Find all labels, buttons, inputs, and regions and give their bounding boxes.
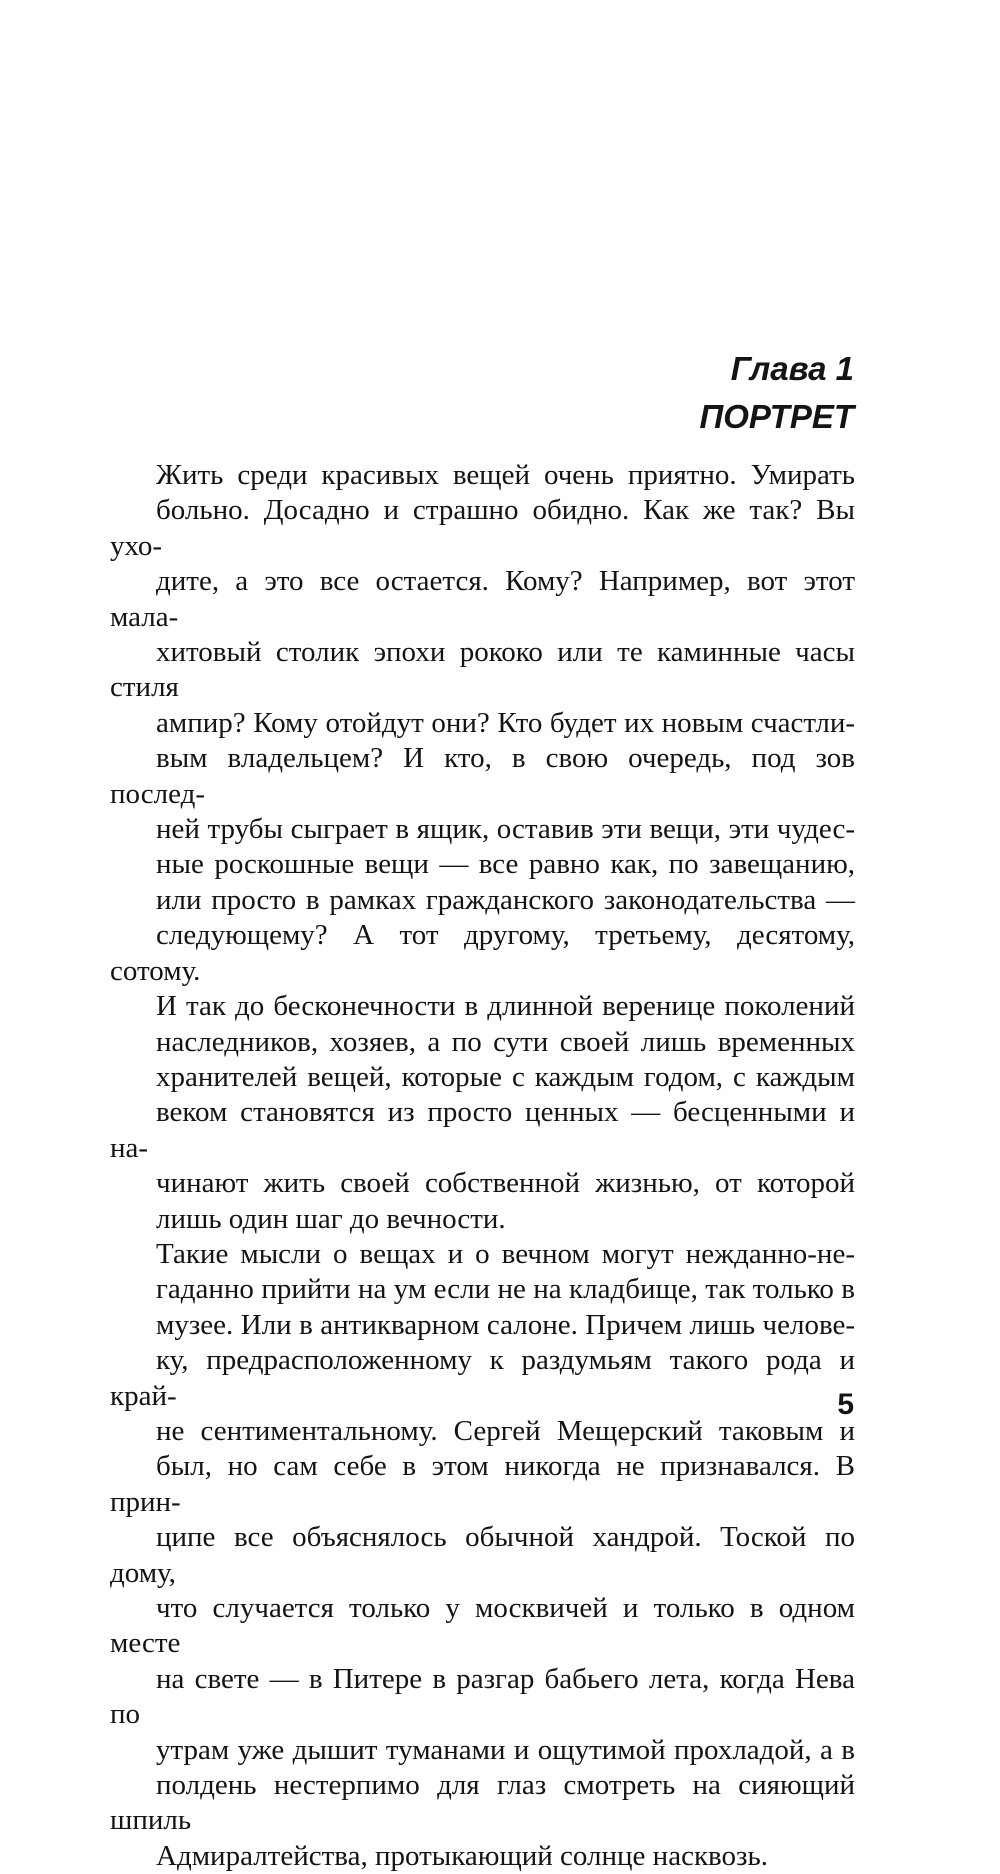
paragraph-2 [110, 1237, 855, 1874]
chapter-number: Глава 1 [730, 350, 854, 387]
text-line: больно. Досадно и страшно обидно. Как же так? Вы ухо- [110, 494, 855, 562]
text-line: полдень нестерпимо для глаз смотреть на сияющий шпиль [110, 1769, 855, 1837]
text-line: ципе все объяснялось обычной хандрой. Тоской по дому, [110, 1521, 855, 1589]
text-line: веком становятся из просто ценных — бесценными и на- [110, 1096, 855, 1164]
text-line: чинают жить своей собственной жизнью, от которой [156, 1167, 855, 1200]
text-line: что случается только у москвичей и только в одном месте [110, 1592, 855, 1660]
text-line: Жить среди красивых вещей очень приятно. Умирать [156, 459, 855, 491]
text-line: вым владельцем? И кто, в свою очередь, под зов послед- [110, 742, 855, 810]
text-line: лишь один шаг до вечности. [156, 1202, 506, 1235]
text-line: хранителей вещей, которые с каждым годом, с каждым [156, 1060, 855, 1093]
text-line: был, но сам себе в этом никогда не признавался. В прин- [110, 1450, 855, 1518]
page-number: 5 [837, 1388, 854, 1421]
text-line: Адмиралтейства, протыкающий солнце насквозь. [156, 1839, 768, 1872]
text-line: наследников, хозяев, а по сути своей лишь временных [156, 1025, 855, 1058]
text-line: И так до бесконечности в длинной веренице поколений [156, 990, 855, 1023]
text-line: ные роскошные вещи — все равно как, по завещанию, [156, 848, 855, 881]
text-line: на свете — в Питере в разгар бабьего лета, когда Нева по [110, 1662, 855, 1731]
text-line: ампир? Кому отойдут они? Кто будет их новым счастли- [156, 706, 855, 739]
text-line: утрам уже дышит туманами и ощутимой прохладой, а в [156, 1733, 855, 1766]
paragraph-1 [110, 458, 855, 1237]
text-line: не сентиментальному. Сергей Мещерский таковым и [156, 1414, 855, 1447]
text-line: ней трубы сыграет в ящик, оставив эти вещи, эти чудес- [156, 813, 855, 846]
text-line: гаданно прийти на ум если не на кладбище, так только в [156, 1273, 855, 1306]
text-line: или просто в рамках гражданского законодательства — [156, 883, 855, 916]
text-line: ку, предрасположенному к раздумьям такого рода и край- [110, 1344, 855, 1412]
text-line: следующему? А тот другому, третьему, десятому, сотому. [110, 919, 855, 987]
text-line: хитовый столик эпохи рококо или те каминные часы стиля [110, 636, 855, 704]
chapter-title: ПОРТРЕТ [699, 398, 854, 435]
chapter-body [110, 458, 855, 1874]
text-line: дите, а это все остается. Кому? Например, вот этот мала- [110, 565, 855, 633]
text-line: Такие мысли о вещах и о вечном могут нежданно-не- [156, 1237, 855, 1270]
text-line: музее. Или в антикварном салоне. Причем лишь челове- [156, 1308, 855, 1341]
